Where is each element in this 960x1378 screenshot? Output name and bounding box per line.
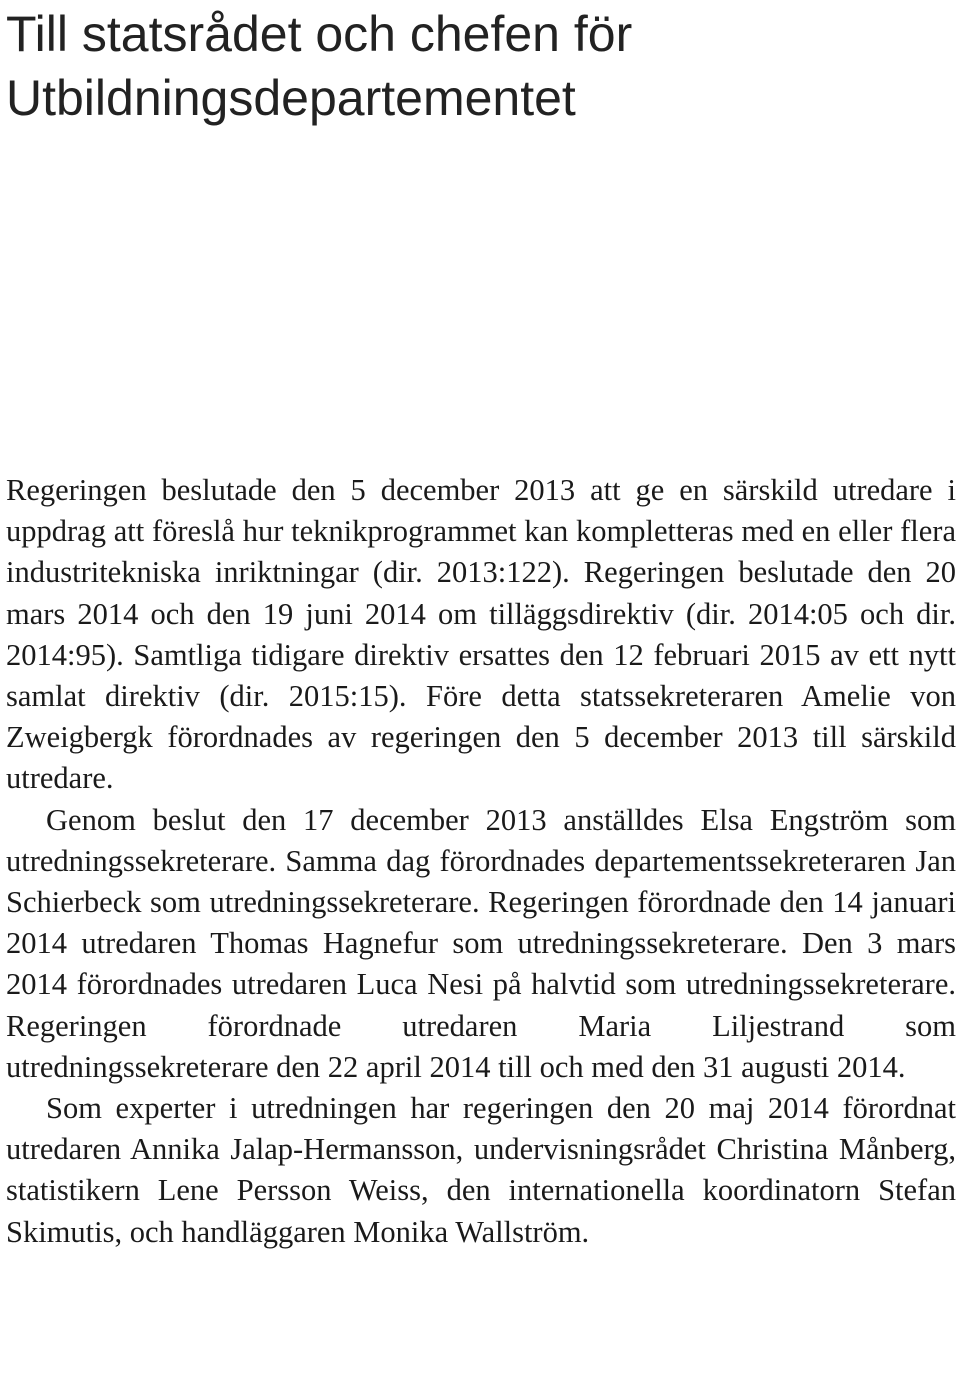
paragraph-experts: Som experter i utredningen har regeringen den 20 maj 2014 förordnat utredaren Annika Jalap-Hermansson, undervisningsrådet Christina Månberg, statistikern Lene Persson Weiss, den internationella koordinatorn Stefan Skimutis, och handläggaren Monika Wallström. (6, 1091, 956, 1249)
paragraph-secretaries: Genom beslut den 17 december 2013 anställdes Elsa Engström som utredningssekreterare. Samma dag förordnades departementssekreteraren Jan Schierbeck som utredningssekreterare. Regeringen förordnade den 14 januari 2014 utredaren Thomas Hagnefur som utredningssekreterare. Den 3 mars 2014 förordnades utredaren Luca Nesi på halvtid som utredningssekreterare. Regeringen förordnade utredaren Maria Liljestrand som utredningssekreterare den 22 april 2014 till och med den 31 augusti 2014. (6, 802, 956, 1084)
document-title: Till statsrådet och chefen för Utbildningsdepartementet (6, 6, 633, 126)
document-body (6, 470, 956, 1253)
paragraph-assignment: Regeringen beslutade den 5 december 2013 att ge en särskild utredare i uppdrag att föreslå hur teknikprogrammet kan kompletteras med en eller flera industritekniska inriktningar (dir. 2013:122). Regeringen beslutade den 20 mars 2014 och den 19 juni 2014 om tilläggsdirektiv (dir. 2014:05 och dir. 2014:95). Samtliga tidigare direktiv ersattes den 12 februari 2015 av ett nytt samlat direktiv (dir. 2015:15). Före detta statssekreteraren Amelie von Zweigbergk förordnades av regeringen den 5 december 2013 till särskild utredare. (6, 473, 956, 796)
